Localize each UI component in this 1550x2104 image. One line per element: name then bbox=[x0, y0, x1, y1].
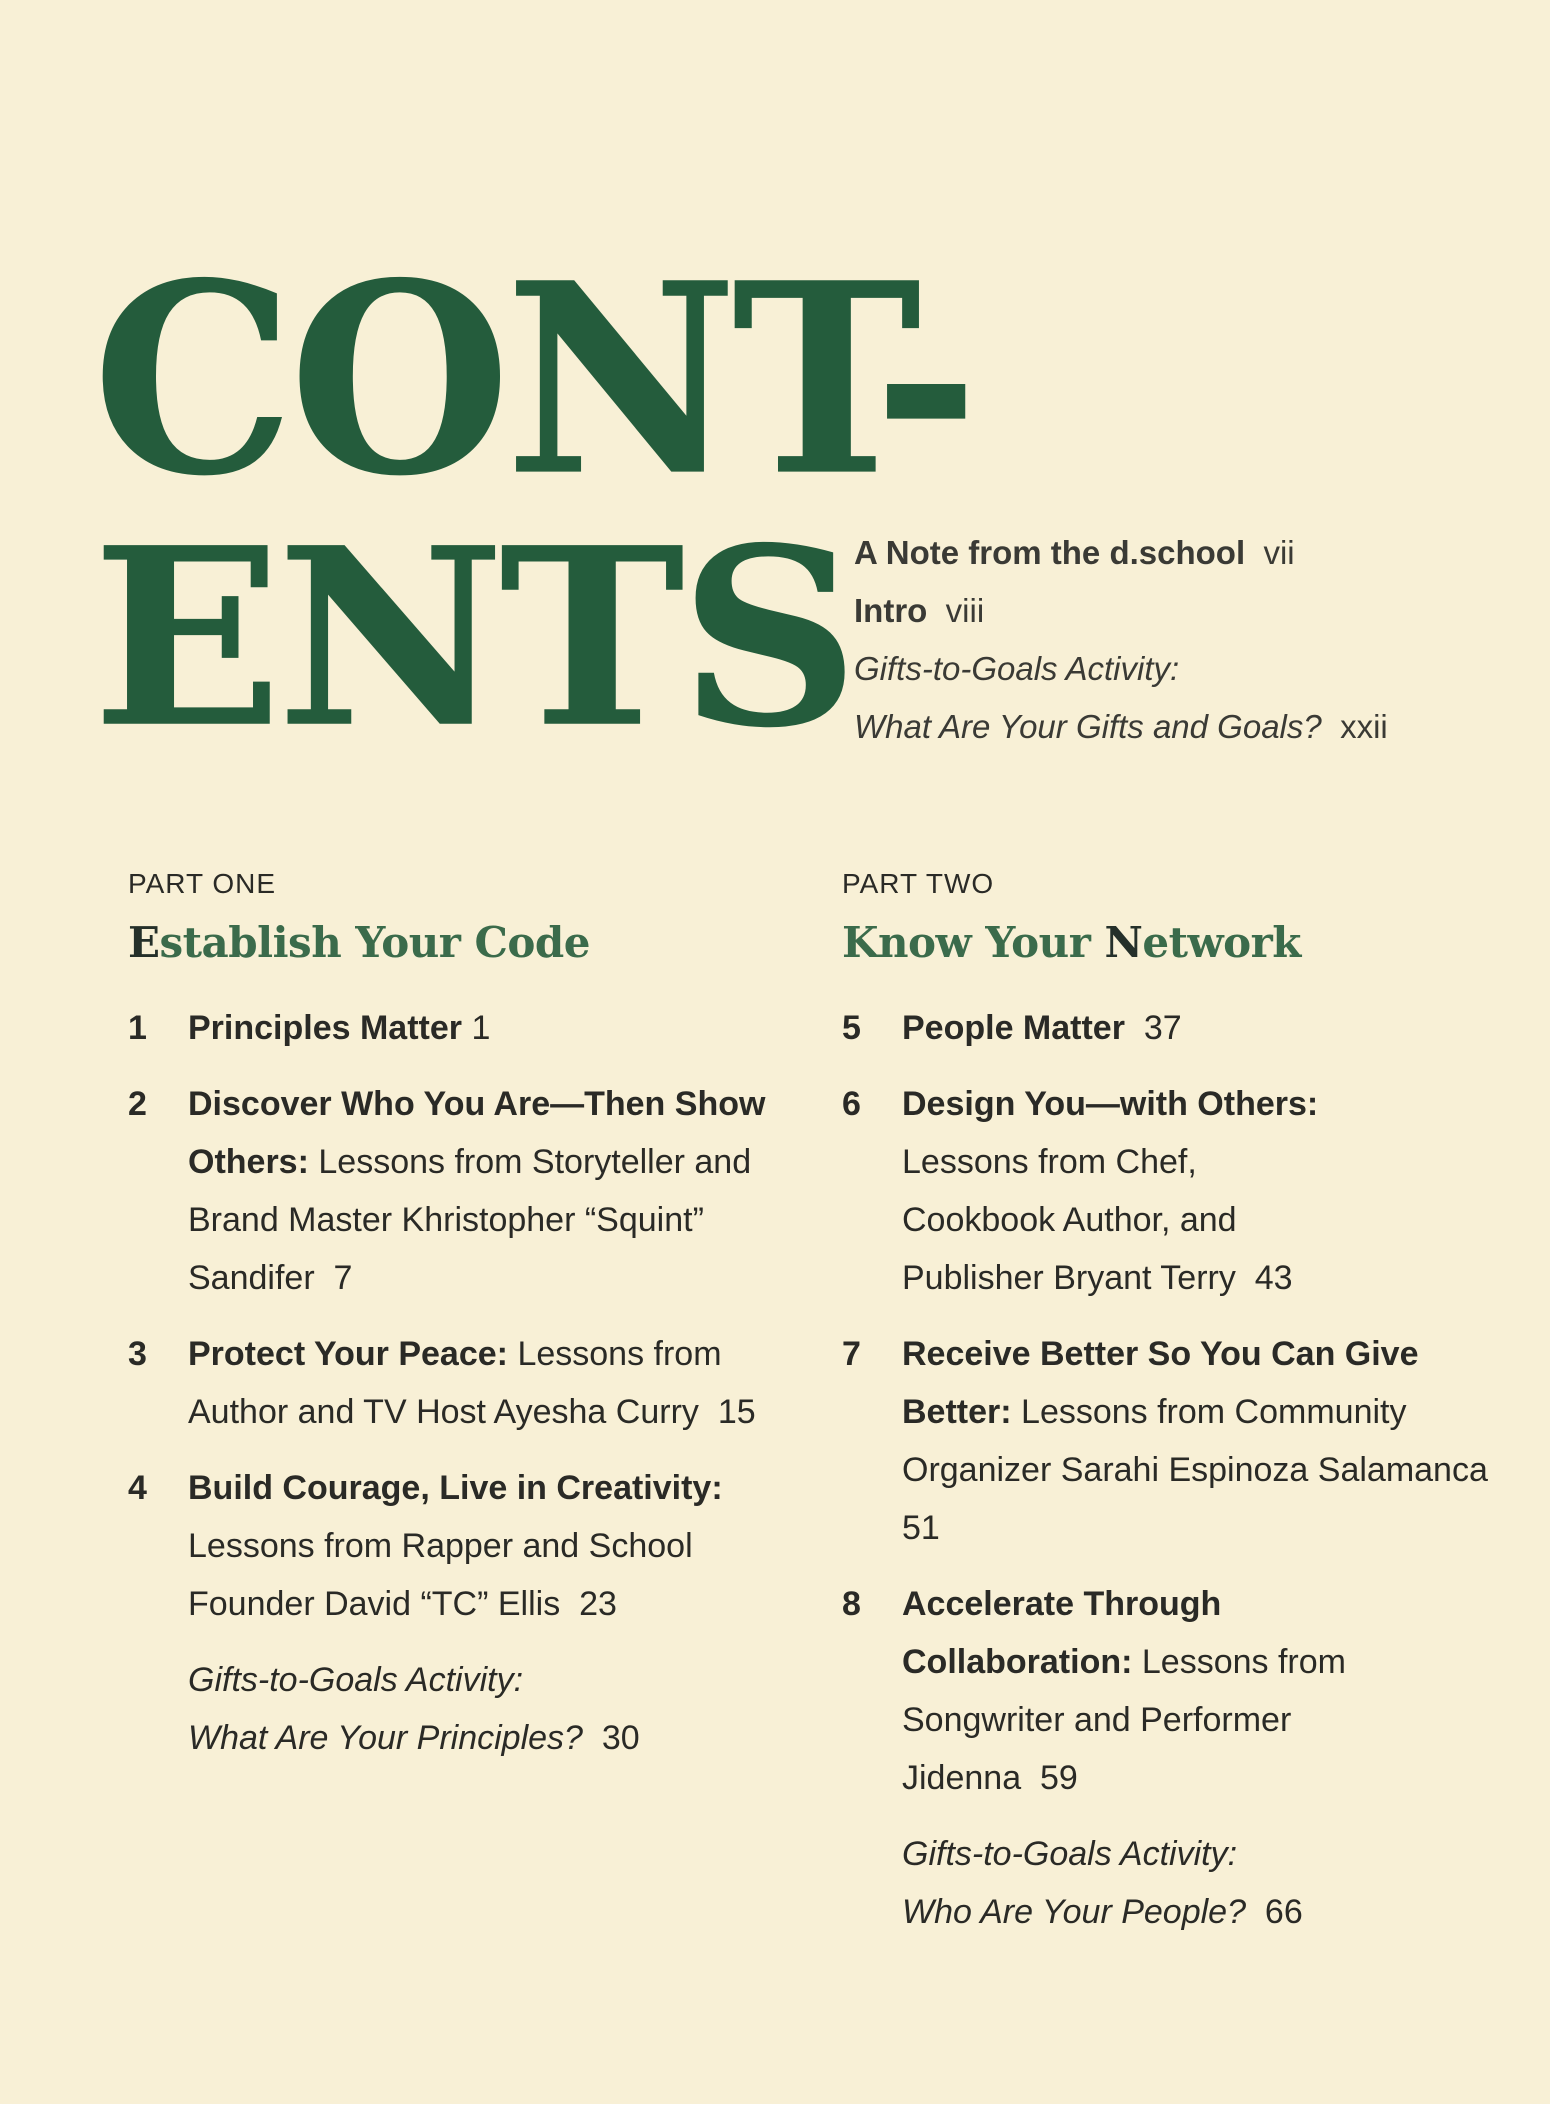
entry-subtitle: What Are Your Gifts and Goals? bbox=[854, 708, 1322, 745]
chapter-number: 3 bbox=[128, 1335, 147, 1373]
contents-title-line2: ENTS bbox=[92, 493, 854, 782]
page-number: vii bbox=[1263, 534, 1295, 571]
chapter-number: 4 bbox=[128, 1469, 147, 1507]
page-number: 15 bbox=[717, 1393, 756, 1431]
activity-entry[interactable]: Gifts-to-Goals Activity: What Are Your Principles? 30 bbox=[188, 1651, 808, 1767]
chapter-entry[interactable]: 2 Discover Who You Are—Then Show Others: Lessons from Storyteller and Brand Master Khristopher “Squint” Sandifer 7 bbox=[128, 1075, 808, 1307]
chapter-entry[interactable]: 7 Receive Better So You Can Give Better: Lessons from Community Organizer Sarahi Espinoza Salamanca 51 bbox=[842, 1325, 1522, 1557]
chapter-entry[interactable]: 3 Protect Your Peace: Lessons from Author and TV Host Ayesha Curry 15 bbox=[128, 1325, 808, 1441]
chapter-number: 7 bbox=[842, 1335, 861, 1373]
activity-entry[interactable]: Gifts-to-Goals Activity: Who Are Your People? 66 bbox=[902, 1825, 1522, 1941]
entry-title: Intro bbox=[854, 592, 928, 629]
chapter-number: 6 bbox=[842, 1085, 861, 1123]
page-number: viii bbox=[945, 592, 985, 629]
chapter-number: 5 bbox=[842, 1009, 861, 1047]
chapter-number: 1 bbox=[128, 1009, 147, 1047]
front-matter-item[interactable] bbox=[854, 640, 1388, 756]
page-number: 43 bbox=[1254, 1259, 1293, 1297]
page-number: 66 bbox=[1264, 1893, 1303, 1931]
chapter-entry[interactable]: 1 Principles Matter 1 bbox=[128, 999, 808, 1057]
part-title: Establish Your Code bbox=[128, 918, 591, 967]
page-number: 59 bbox=[1040, 1759, 1078, 1797]
contents-title-line1: CONT- bbox=[92, 224, 973, 534]
part-label: PART TWO bbox=[842, 868, 995, 899]
part-one-section bbox=[128, 868, 808, 1767]
activity-title: Gifts-to-Goals Activity: bbox=[902, 1835, 1238, 1873]
front-matter-item[interactable] bbox=[854, 582, 1388, 640]
part-label: PART ONE bbox=[128, 868, 277, 899]
chapter-number: 8 bbox=[842, 1585, 861, 1623]
page-number: 51 bbox=[902, 1509, 940, 1547]
page-number: 30 bbox=[601, 1719, 640, 1757]
entry-title: Gifts-to-Goals Activity: bbox=[854, 650, 1180, 687]
page-number: 1 bbox=[471, 1009, 491, 1047]
part-title: Know Your Network bbox=[842, 918, 1301, 967]
chapter-entry[interactable]: 5 People Matter 37 bbox=[842, 999, 1522, 1057]
page-number: 23 bbox=[579, 1585, 617, 1623]
front-matter-list bbox=[854, 524, 1388, 756]
chapter-entry[interactable]: 8 Accelerate Through Collaboration: Lessons from Songwriter and Performer Jidenna 59 bbox=[842, 1575, 1522, 1807]
chapter-entry[interactable]: 6 Design You—with Others: Lessons from Chef, Cookbook Author, and Publisher Bryant Terry 43 bbox=[842, 1075, 1522, 1307]
activity-title: Gifts-to-Goals Activity: bbox=[188, 1661, 524, 1699]
page-number: 7 bbox=[333, 1259, 353, 1297]
chapter-entry[interactable]: 4 Build Courage, Live in Creativity: Lessons from Rapper and School Founder David “TC” Ellis 23 bbox=[128, 1459, 808, 1633]
front-matter-item[interactable] bbox=[854, 524, 1388, 582]
page-number: 37 bbox=[1143, 1009, 1182, 1047]
entry-title: A Note from the d.school bbox=[854, 534, 1246, 571]
page-number: xxii bbox=[1340, 708, 1388, 745]
part-two-section bbox=[842, 868, 1522, 1941]
chapter-number: 2 bbox=[128, 1085, 147, 1123]
